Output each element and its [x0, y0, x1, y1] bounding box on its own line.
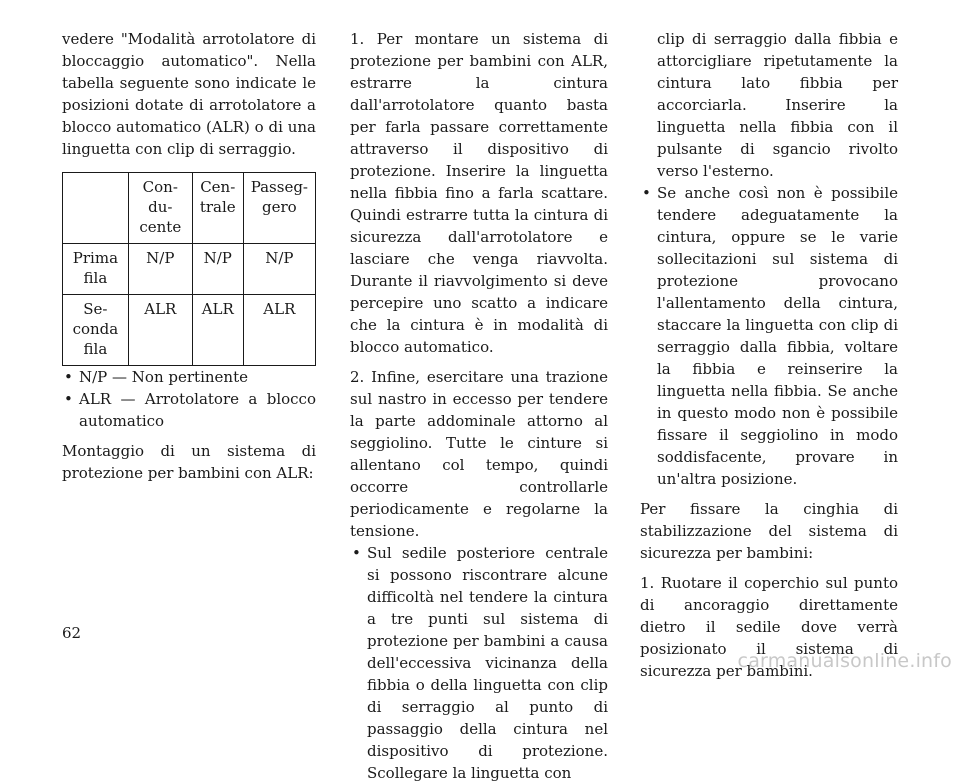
- table-cell: N/P: [192, 244, 243, 295]
- table-cell: ALR: [243, 295, 315, 366]
- table-header-cell: Cen-trale: [192, 173, 243, 244]
- legend-item-alr: • ALR — Arrotolatore a blocco automatico: [62, 388, 316, 432]
- table-header-cell: Passeg-gero: [243, 173, 315, 244]
- bullet-tension-fallback: • Se anche così non è possibile tendere adeguatamente la cintura, oppure se le varie sollecitazioni sul sistema di protezione provocano l'allentamento della cintura, staccare la linguetta con clip di serraggio dalla fibbia, voltare la fibbia e reinserire la linguetta nella fibbia. Se anche in questo modo non è possibile fissare il seggiolino in modo soddisfacente, provare in un'altra posizione.: [640, 182, 898, 490]
- bullet-center-seat-start: • Sul sedile posteriore centrale si possono riscontrare alcune difficoltà nel tendere la cintura a tre punti sul sistema di protezione per bambini a causa dell'eccessiva vicinanza della fibbia o della linguetta con clip di serraggio al punto di passaggio della cintura nel dispositivo di protezione. Scollegare la linguetta con: [350, 542, 608, 784]
- table-header-cell: Con-du-cente: [128, 173, 192, 244]
- intro-paragraph: vedere "Modalità arrotolatore di bloccaggio automatico". Nella tabella seguente sono indicate le posizioni dotate di arrotolatore a blocco automatico (ALR) o di una linguetta con clip di serraggio.: [62, 30, 316, 158]
- table-row: [63, 295, 316, 366]
- table-cell: N/P: [243, 244, 315, 295]
- page-number: 62: [62, 624, 82, 642]
- table-header-cell: [63, 173, 129, 244]
- table-row-label: Prima fila: [63, 244, 129, 295]
- table-row: [63, 244, 316, 295]
- bullet-center-seat-end: clip di serraggio dalla fibbia e attorcigliare ripetutamente la cintura lato fibbia per accorciarla. Inserire la linguetta nella fibbia con il pulsante di sgancio rivolto verso l'esterno.: [657, 30, 898, 180]
- tether-intro-paragraph: Per fissare la cinghia di stabilizzazione del sistema di sicurezza per bambini:: [640, 500, 898, 562]
- outro-paragraph: Montaggio di un sistema di protezione per bambini con ALR:: [62, 442, 316, 482]
- column-middle: [350, 28, 608, 784]
- step-1-paragraph: 1. Per montare un sistema di protezione per bambini con ALR, estrarre la cintura dall'arrotolatore quanto basta per farla passare correttamente attraverso il dispositivo di protezione. Inserire la linguetta nella fibbia fino a farla scattare. Quindi estrarre tutta la cintura di sicurezza dall'arrotolatore e lasciare che venga riavvolta. Durante il riavvolgimento si deve percepire uno scatto a indicare che la cintura è in modalità di blocco automatico.: [350, 30, 608, 356]
- table-cell: N/P: [128, 244, 192, 295]
- tether-step-1-paragraph: 1. Ruotare il coperchio sul punto di ancoraggio direttamente dietro il sedile dove verrà posizionato il sistema di sicurezza per bambini.: [640, 574, 898, 680]
- watermark: carmanualsonline.info: [737, 650, 952, 672]
- table-header-row: [63, 173, 316, 244]
- table-cell: ALR: [128, 295, 192, 366]
- alr-positions-table: [62, 172, 316, 366]
- step-2-paragraph: 2. Infine, esercitare una trazione sul nastro in eccesso per tendere la parte addominale attorno al seggiolino. Tutte le cinture si allentano col tempo, quindi occorre controllarle periodicamente e regolarne la tensione.: [350, 368, 608, 540]
- table-cell: ALR: [192, 295, 243, 366]
- table-row-label: Se-conda fila: [63, 295, 129, 366]
- column-left: [62, 28, 316, 484]
- column-right: [640, 28, 898, 682]
- legend-item-np: • N/P — Non pertinente: [62, 366, 316, 388]
